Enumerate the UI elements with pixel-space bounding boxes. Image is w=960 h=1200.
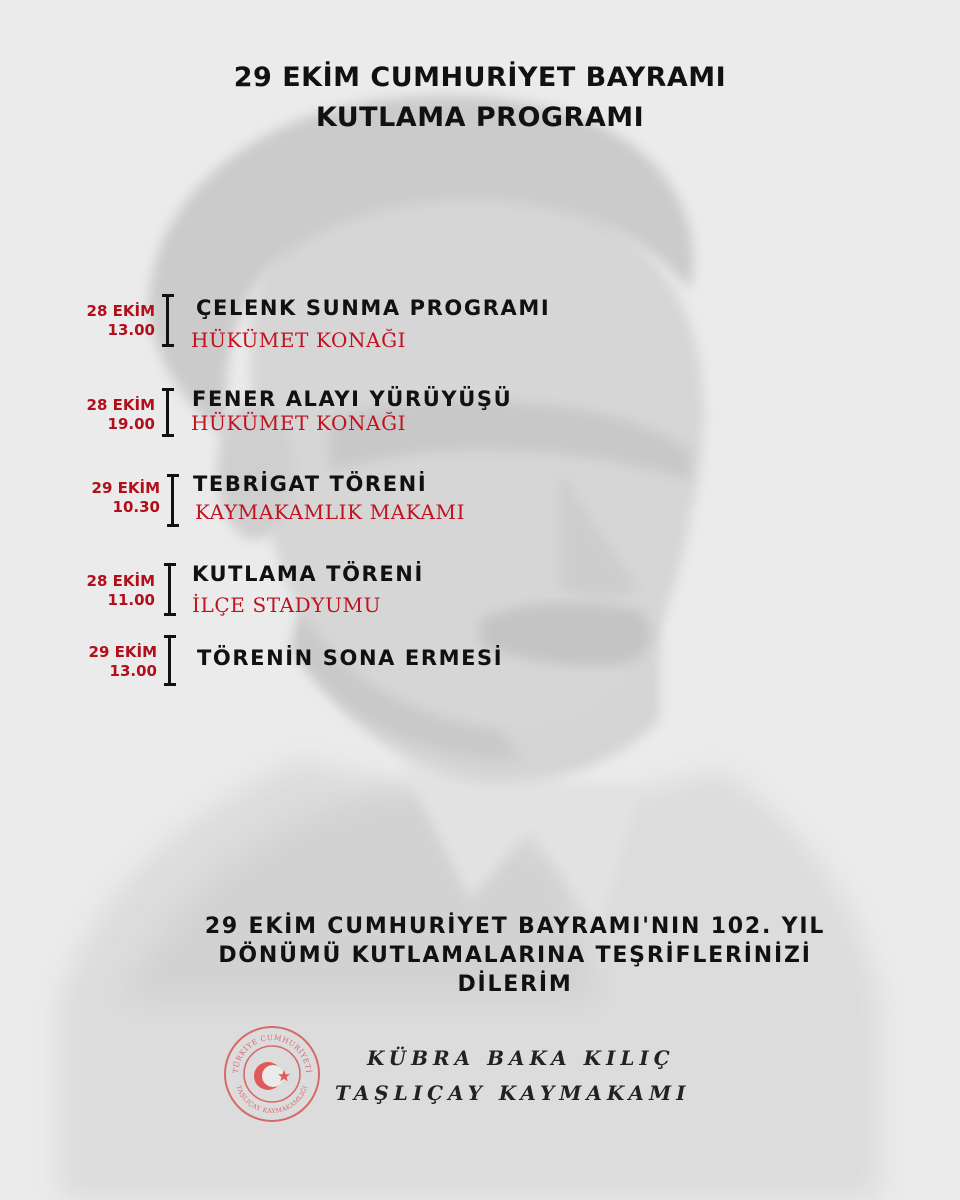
event-2-place: HÜKÜMET KONAĞI xyxy=(191,411,407,435)
event-3-place: KAYMAKAMLIK MAKAMI xyxy=(195,500,466,524)
signature-name: KÜBRA BAKA KILIÇ xyxy=(367,1046,675,1070)
closing-line-2: DÖNÜMÜ KUTLAMALARINA TEŞRİFLERİNİZİ xyxy=(218,943,812,968)
event-1-title: ÇELENK SUNMA PROGRAMI xyxy=(196,296,551,320)
event-1-datetime xyxy=(35,302,155,340)
event-3-title: TEBRİGAT TÖRENİ xyxy=(193,472,428,496)
closing-line-1: 29 EKİM CUMHURİYET BAYRAMI'NIN 102. YIL xyxy=(204,914,826,939)
event-4-time: 11.00 xyxy=(107,591,155,609)
event-1-date: 28 EKİM xyxy=(86,302,155,320)
event-1-time: 13.00 xyxy=(107,321,155,339)
title-line-2: KUTLAMA PROGRAMI xyxy=(315,102,645,133)
event-4-title: KUTLAMA TÖRENİ xyxy=(192,562,424,586)
event-1-place: HÜKÜMET KONAĞI xyxy=(191,328,407,352)
event-5-date: 29 EKİM xyxy=(88,643,157,661)
event-3-datetime xyxy=(40,479,160,517)
event-4-place: İLÇE STADYUMU xyxy=(192,593,382,617)
event-3-date: 29 EKİM xyxy=(91,479,160,497)
event-2-datetime xyxy=(35,396,155,434)
event-3-time: 10.30 xyxy=(112,498,160,516)
title-line-1: 29 EKİM CUMHURİYET BAYRAMI xyxy=(233,62,727,93)
district-governorship-seal xyxy=(222,1024,322,1124)
event-4-date: 28 EKİM xyxy=(86,572,155,590)
event-2-date: 28 EKİM xyxy=(86,396,155,414)
seal-top-text: TÜRKİYE CUMHURİYETİ xyxy=(230,1032,314,1074)
event-5-title: TÖRENİN SONA ERMESİ xyxy=(197,646,504,670)
closing-line-3: DİLERİM xyxy=(457,972,573,997)
seal-bottom-text: TAŞLIÇAY KAYMAKAMLIĞI xyxy=(234,1084,310,1116)
event-3-bracket xyxy=(167,474,179,527)
event-2-title: FENER ALAYI YÜRÜYÜŞÜ xyxy=(192,387,513,411)
closing-message xyxy=(0,912,960,999)
event-2-bracket xyxy=(162,388,174,437)
event-5-time: 13.00 xyxy=(109,662,157,680)
signature-role: TAŞLIÇAY KAYMAKAMI xyxy=(335,1081,691,1105)
event-2-time: 19.00 xyxy=(107,415,155,433)
event-1-bracket xyxy=(162,294,174,347)
event-5-bracket xyxy=(164,635,176,686)
event-5-datetime xyxy=(37,643,157,681)
event-4-datetime xyxy=(35,572,155,610)
event-4-bracket xyxy=(164,563,176,616)
